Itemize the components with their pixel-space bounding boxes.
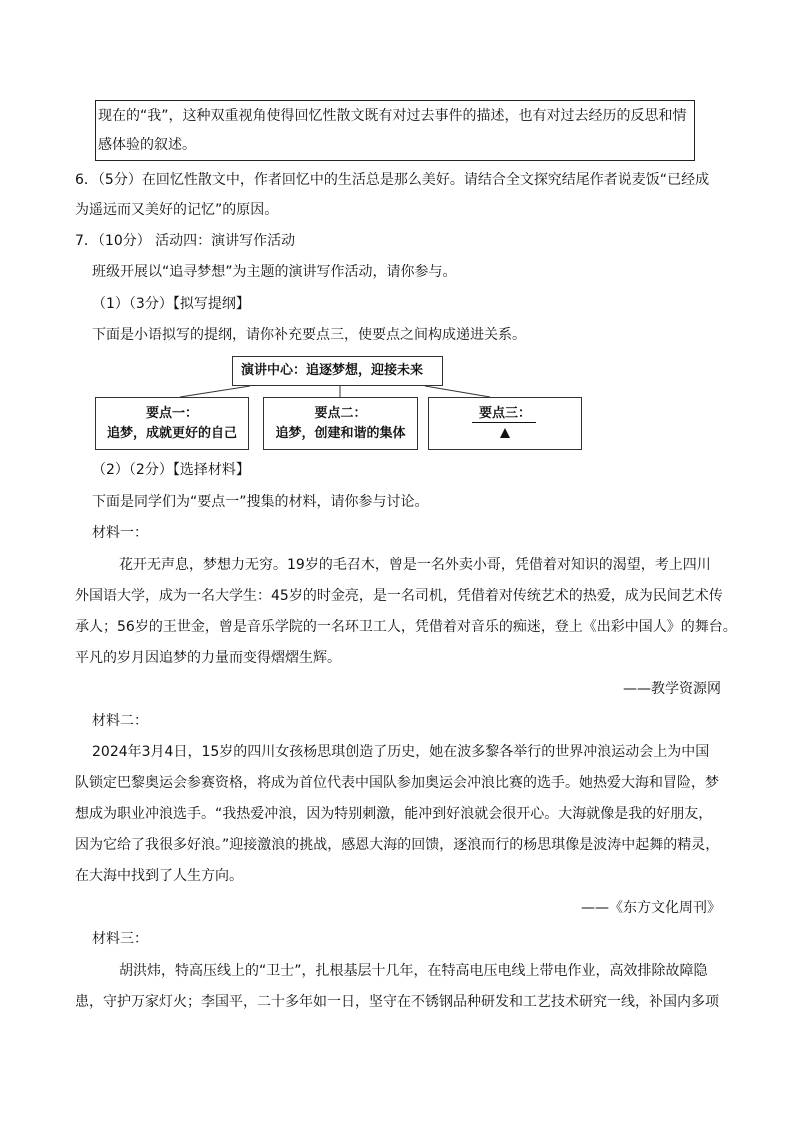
material3-line: 患，守护万家灯火；李国平，二十多年如一日，坚守在不锈钢品种研发和工艺技术研究一线，补国内多项 [75, 994, 719, 1010]
material1-line: 承人；56岁的王世金，曾是音乐学院的一名环卫工人，凭借着对音乐的痴迷，登上《出彩中国人》的舞台。 [75, 619, 737, 635]
point-one-text: 追梦，成就更好的自己 [106, 426, 237, 441]
diagram-connectors [0, 0, 794, 460]
blank-triangle-icon [500, 428, 510, 438]
point-two-text: 追梦，创建和谐的集体 [275, 426, 406, 441]
material1-line: 外国语大学，成为一名大学生：45岁的时金亮，是一名司机，凭借着对传统艺术的热爱，成为民间艺术传 [75, 588, 723, 604]
point-three-title: 要点三： [478, 406, 531, 421]
material2-line: 在大海中找到了人生方向。 [75, 868, 243, 884]
material3-line: 胡洪炜，特高压线上的“卫士”，扎根基层十几年，在特高电压电线上带电作业，高效排除故障隐 [119, 963, 708, 979]
diagram-center-text: 演讲中心：追逐梦想，迎接未来 [241, 363, 424, 378]
part2-title: （2）（2分）【选择材料】 [92, 462, 250, 478]
material2-source: ——《东方文化周刊》 [581, 900, 721, 916]
q6-line-1: 6．（5分）在回忆性散文中，作者回忆中的生活总是那么美好。请结合全文探究结尾作者说麦饭“已经成 [75, 172, 710, 188]
material2-line: 想成为职业冲浪选手。“我热爱冲浪，因为特别刺激，能冲到好浪就会很开心。大海就像是我的好朋友， [75, 806, 713, 822]
material1-line: 花开无声息，梦想力无穷。19岁的毛召木，曾是一名外卖小哥，凭借着对知识的渴望，考上四川 [119, 557, 711, 573]
part1-desc: 下面是小语拟写的提纲，请你补充要点三，使要点之间构成递进关系。 [92, 327, 526, 343]
note-line-2: 感体验的叙述。 [98, 137, 196, 153]
material1-source: ——教学资源网 [623, 681, 721, 697]
material1-label: 材料一： [92, 525, 148, 541]
q6-line-2: 为遥远而又美好的记忆”的原因。 [75, 202, 279, 218]
material1-line: 平凡的岁月因追梦的力量而变得熠熠生辉。 [75, 650, 341, 666]
point-one-box [95, 397, 249, 450]
note-line-1: 现在的“我”，这种双重视角使得回忆性散文既有对过去事件的描述，也有对过去经历的反思和情 [98, 108, 687, 124]
material2-label: 材料二： [92, 713, 148, 729]
q7-header: 7．（10分） 活动四：演讲写作活动 [75, 233, 296, 249]
material2-line: 因为它给了我很多好浪。”迎接激浪的挑战，感恩大海的回馈，逐浪而行的杨思琪像是波涛中起舞的精灵， [75, 837, 720, 853]
point-two-title: 要点二： [314, 406, 367, 421]
material3-label: 材料三： [92, 931, 148, 947]
material2-line: 队锁定巴黎奥运会参赛资格，将成为首位代表中国队参加奥运会冲浪比赛的选手。她热爱大海和冒险，梦 [75, 775, 719, 791]
material2-line: 2024年3月4日，15岁的四川女孩杨思琪创造了历史，她在波多黎各举行的世界冲浪运动会上为中国 [92, 744, 710, 760]
blank-underline [472, 422, 536, 423]
point-one-title: 要点一： [145, 406, 198, 421]
diagram-center-box [232, 356, 443, 386]
part2-desc: 下面是同学们为“要点一”搜集的材料，请你参与讨论。 [92, 494, 429, 510]
part1-title: （1）（3分）【拟写提纲】 [92, 296, 250, 312]
q7-intro: 班级开展以“追寻梦想”为主题的演讲写作活动，请你参与。 [92, 264, 457, 280]
point-two-box [263, 397, 418, 450]
point-three-box [428, 397, 582, 450]
